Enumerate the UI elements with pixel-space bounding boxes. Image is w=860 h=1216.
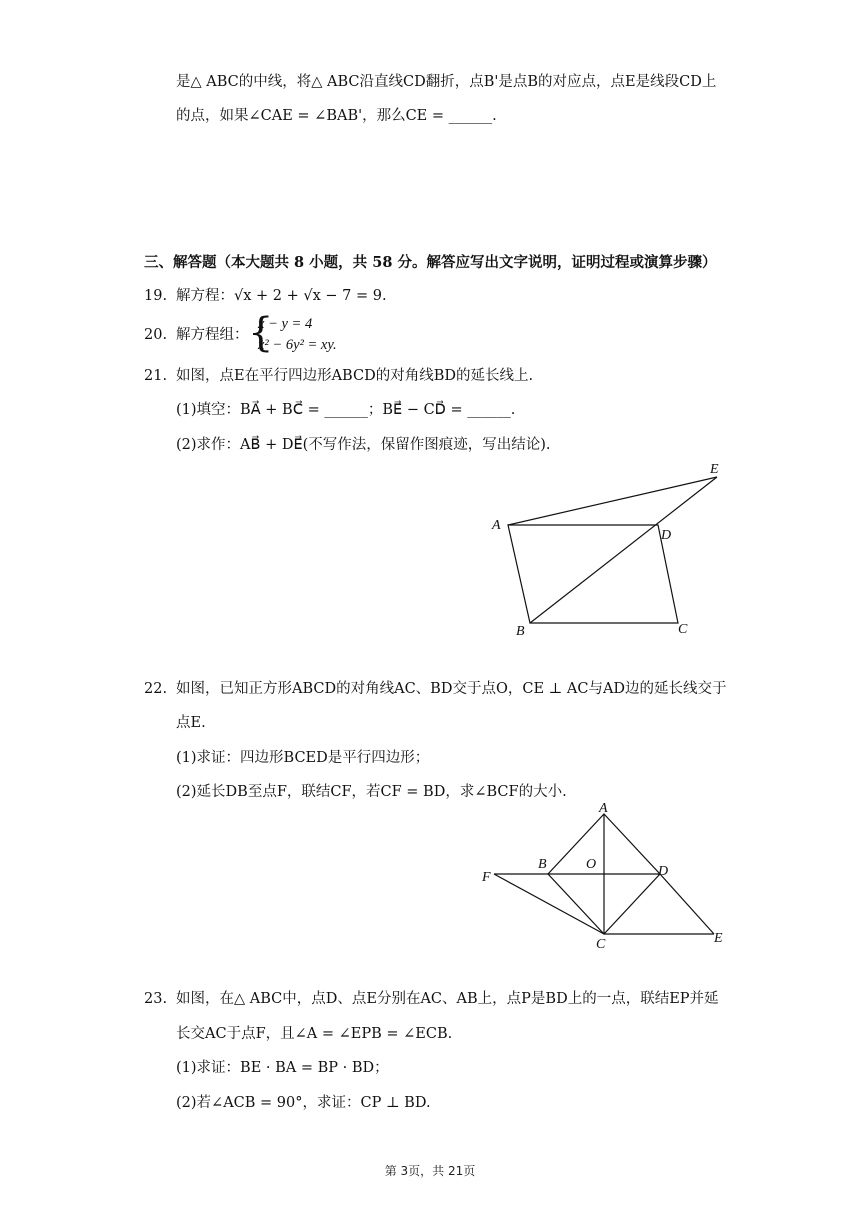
segment-fc xyxy=(494,874,604,934)
q22-number: 22. xyxy=(144,681,168,697)
label-f: F xyxy=(482,870,491,885)
q20-prefix: 解方程组： xyxy=(176,327,249,343)
label-d: D xyxy=(661,528,672,543)
q19-text: 解方程：√x + 2 + √x − 7 = 9. xyxy=(176,288,387,304)
label-a: A xyxy=(599,802,608,816)
label-e: E xyxy=(710,462,719,477)
q21-text: 如图，点E在平行四边形ABCD的对角线BD的延长线上. xyxy=(176,368,534,384)
q23-line-2: 长交AC于点F，且∠A = ∠EPB = ∠ECB. xyxy=(176,1026,453,1042)
q19-number: 19. xyxy=(144,288,168,304)
label-d: D xyxy=(658,864,669,879)
prev-question-line-2: 的点，如果∠CAE = ∠BAB'，那么CE = ______. xyxy=(176,108,497,124)
q20-equation-system xyxy=(248,310,368,356)
q23-part-1: (1)求证：BE · BA = BP · BD； xyxy=(176,1060,389,1076)
label-a: A xyxy=(492,518,501,533)
section-heading: 三、解答题（本大题共 8 小题，共 58 分。解答应写出文字说明，证明过程或演算步骤） xyxy=(144,254,717,271)
q20-equation-1: x − y = 4 xyxy=(258,316,313,332)
q22-part-2: (2)延长DB至点F，联结CF，若CF = BD，求∠BCF的大小. xyxy=(176,784,567,800)
page-footer: 第 3页，共 21页 xyxy=(384,1164,476,1178)
q23-number: 23. xyxy=(144,991,168,1007)
prev-question-line-1: 是△ ABC的中线，将△ ABC沿直线CD翻折，点B'是点B的对应点，点E是线段CD上 xyxy=(176,74,717,90)
brace-symbol: { xyxy=(248,310,274,356)
q21-part-1: (1)填空：BA⃗ + BC⃗ = ______；BE⃗ − CD⃗ = ______. xyxy=(176,402,516,418)
label-c: C xyxy=(678,622,688,637)
label-o: O xyxy=(586,857,597,872)
q22-part-1: (1)求证：四边形BCED是平行四边形； xyxy=(176,750,430,766)
q21-parallelogram-figure xyxy=(480,455,740,650)
label-b: B xyxy=(538,857,547,872)
q23-line-1: 如图，在△ ABC中，点D、点E分别在AC、AB上，点P是BD上的一点，联结EP并延 xyxy=(176,991,719,1007)
q20-equation-2: x² − 6y² = xy. xyxy=(258,337,337,353)
label-e: E xyxy=(714,931,723,946)
q21-part-2: (2)求作：AB⃗ + DE⃗(不写作法，保留作图痕迹，写出结论). xyxy=(176,437,551,453)
q20-number: 20. xyxy=(144,327,168,343)
q22-line-2: 点E. xyxy=(176,715,206,731)
segment-de xyxy=(660,874,714,934)
q22-square-figure xyxy=(478,802,738,952)
q21-number: 21. xyxy=(144,368,168,384)
q23-part-2: (2)若∠ACB = 90°，求证：CP ⊥ BD. xyxy=(176,1095,431,1111)
label-b: B xyxy=(516,624,525,639)
q22-line-1: 如图，已知正方形ABCD的对角线AC、BD交于点O，CE ⊥ AC与AD边的延长线交于 xyxy=(176,681,727,697)
label-c: C xyxy=(596,937,606,952)
